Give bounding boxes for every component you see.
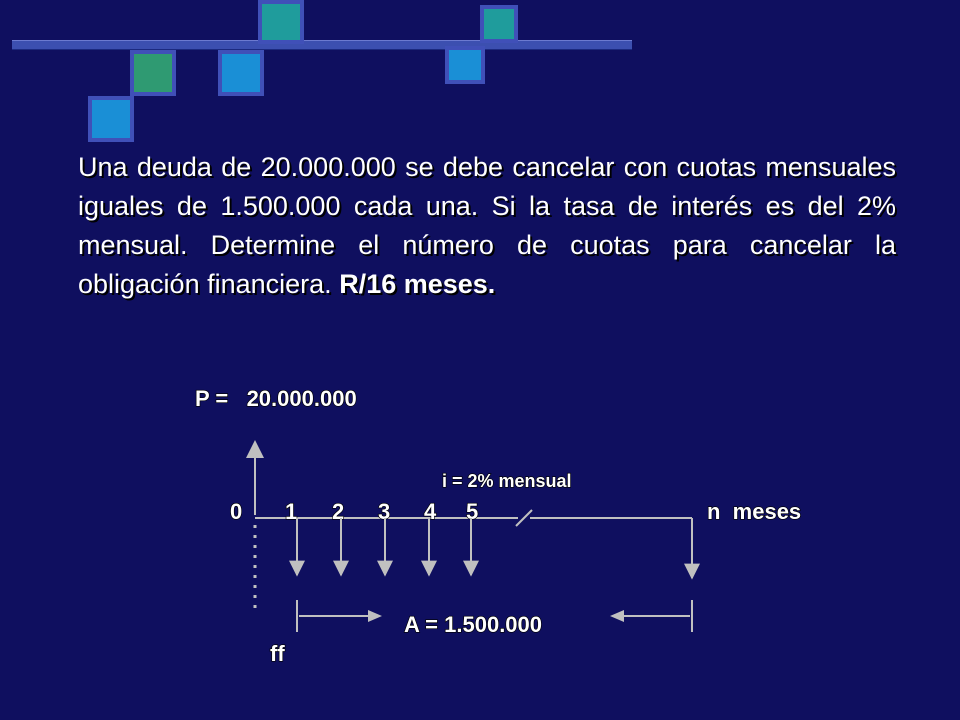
period-label-5: 5 xyxy=(466,499,479,524)
present-value-arrowhead xyxy=(246,440,264,458)
problem-text: Una deuda de 20.000.000 se debe cancelar con cuotas mensuales iguales de 1.500.000 cada una. Si la tasa de interés es del 2% mensual. Determine el número de cuotas para cancelar la obligación financiera. xyxy=(78,152,896,299)
period-label-2: 2 xyxy=(332,499,345,524)
timeline-break xyxy=(516,510,532,526)
last-period-label: n meses xyxy=(707,499,802,524)
period-label-1: 1 xyxy=(285,499,298,524)
annuity-label: A = 1.500.000 xyxy=(404,612,543,637)
present-value-label: P = 20.000.000 xyxy=(195,386,357,411)
period-label-3: 3 xyxy=(378,499,391,524)
period-label-0: 0 xyxy=(230,499,243,524)
focal-date-label: ff xyxy=(270,641,285,666)
annuity-span-left-arrowhead xyxy=(368,610,382,622)
problem-answer: R/16 meses. xyxy=(339,269,496,299)
interest-rate-label: i = 2% mensual xyxy=(442,471,572,491)
period-label-4: 4 xyxy=(424,499,437,524)
annuity-span-right-arrowhead xyxy=(610,610,624,622)
